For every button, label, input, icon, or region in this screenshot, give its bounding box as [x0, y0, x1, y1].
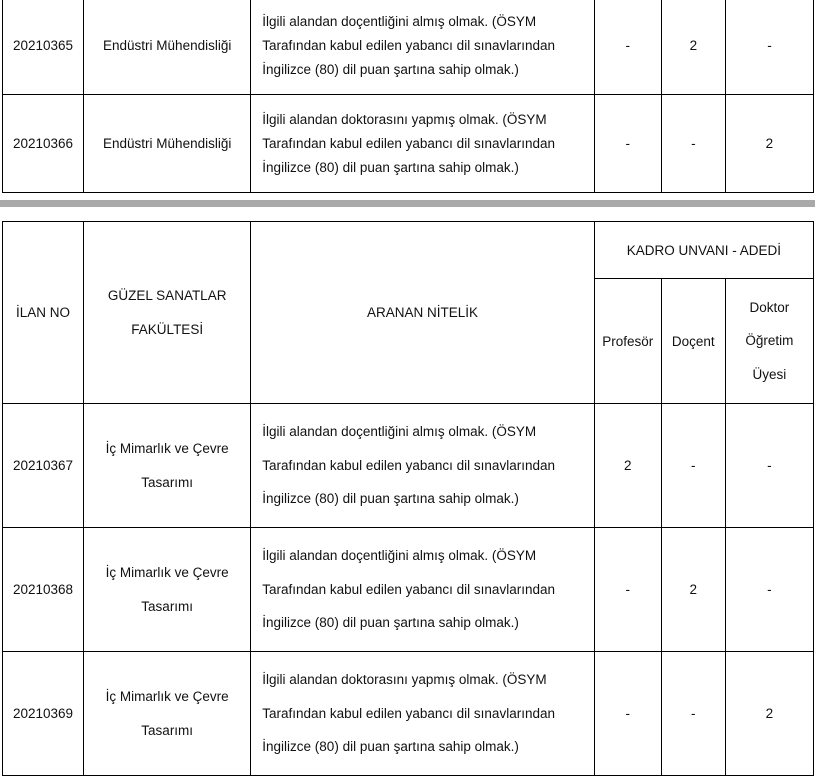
- header-dou-line: Öğretim: [745, 333, 794, 349]
- profesor-count-cell: -: [594, 528, 661, 652]
- qualification-line: İngilizce (80) dil puan şartına sahip olmak.): [262, 159, 519, 175]
- qualification-line: İngilizce (80) dil puan şartına sahip olmak.): [262, 739, 519, 755]
- profesor-count-cell: -: [594, 95, 661, 193]
- qualification-line: Tarafından kabul edilen yabancı dil sınavlarından: [262, 135, 555, 151]
- qualification-cell: [251, 652, 594, 776]
- header-profesor: Profesör: [594, 279, 661, 404]
- dou-count-cell: -: [725, 528, 813, 652]
- dou-count-cell: -: [725, 404, 813, 528]
- docent-count-cell: -: [661, 95, 725, 193]
- page-break-divider: [0, 200, 815, 207]
- department-line: Tasarımı: [141, 722, 194, 738]
- table-header-row: [3, 222, 814, 279]
- department-line: İç Mimarlık ve Çevre: [105, 441, 229, 456]
- table-row: [3, 652, 814, 776]
- department-line: İç Mimarlık ve Çevre: [105, 689, 229, 704]
- department-cell: [84, 652, 251, 776]
- header-faculty: [84, 222, 251, 404]
- qualification-line: Tarafından kabul edilen yabancı dil sınavlarından: [262, 37, 555, 53]
- header-ilan-no: İLAN NO: [3, 222, 84, 404]
- header-faculty-line: FAKÜLTESİ: [131, 321, 204, 337]
- qualification-cell: [251, 0, 594, 95]
- qualification-line: Tarafından kabul edilen yabancı dil sınavlarından: [262, 457, 555, 473]
- qualification-line: İngilizce (80) dil puan şartına sahip olmak.): [262, 615, 519, 631]
- header-doktor-ogretim-uyesi: [725, 279, 813, 404]
- department-cell: [84, 404, 251, 528]
- department-cell: Endüstri Mühendisliği: [84, 95, 251, 193]
- table-row: [3, 528, 814, 652]
- docent-count-cell: -: [661, 652, 725, 776]
- profesor-count-cell: 2: [594, 404, 661, 528]
- qualification-line: İlgili alandan doktorasını yapmış olmak. (ÖSYM: [262, 111, 547, 127]
- qualification-line: Tarafından kabul edilen yabancı dil sınavlarından: [262, 705, 555, 721]
- profesor-count-cell: -: [594, 652, 661, 776]
- header-dou-line: Doktor: [749, 299, 790, 315]
- ilan-no-cell: 20210367: [3, 404, 84, 528]
- dou-count-cell: 2: [725, 95, 813, 193]
- table-row: [3, 95, 814, 193]
- header-docent: Doçent: [661, 279, 725, 404]
- fine-arts-positions-table: [2, 221, 814, 776]
- ilan-no-cell: 20210365: [3, 0, 84, 95]
- docent-count-cell: 2: [661, 528, 725, 652]
- qualification-cell: [251, 95, 594, 193]
- department-line: İç Mimarlık ve Çevre: [105, 565, 229, 580]
- ilan-no-cell: 20210368: [3, 528, 84, 652]
- header-faculty-line: GÜZEL SANATLAR: [107, 288, 227, 303]
- qualification-cell: [251, 404, 594, 528]
- engineering-positions-table: [2, 0, 814, 193]
- qualification-line: İngilizce (80) dil puan şartına sahip olmak.): [262, 491, 519, 507]
- qualification-line: İlgili alandan doçentliğini almış olmak. (ÖSYM: [262, 424, 537, 440]
- header-kadro-unvani: KADRO UNVANI - ADEDİ: [594, 222, 813, 279]
- docent-count-cell: 2: [661, 0, 725, 95]
- header-aranan-nitelik: ARANAN NİTELİK: [251, 222, 594, 404]
- department-line: Tasarımı: [141, 474, 194, 490]
- ilan-no-cell: 20210369: [3, 652, 84, 776]
- qualification-line: İlgili alandan doktorasını yapmış olmak. (ÖSYM: [262, 672, 547, 688]
- department-cell: [84, 528, 251, 652]
- ilan-no-cell: 20210366: [3, 95, 84, 193]
- profesor-count-cell: -: [594, 0, 661, 95]
- docent-count-cell: -: [661, 404, 725, 528]
- table-row: [3, 0, 814, 95]
- qualification-cell: [251, 528, 594, 652]
- qualification-line: İngilizce (80) dil puan şartına sahip olmak.): [262, 61, 519, 77]
- department-cell: Endüstri Mühendisliği: [84, 0, 251, 95]
- qualification-line: İlgili alandan doçentliğini almış olmak. (ÖSYM: [262, 548, 537, 564]
- dou-count-cell: -: [725, 0, 813, 95]
- department-line: Tasarımı: [141, 598, 194, 614]
- qualification-line: İlgili alandan doçentliğini almış olmak. (ÖSYM: [262, 13, 537, 29]
- qualification-line: Tarafından kabul edilen yabancı dil sınavlarından: [262, 581, 555, 597]
- table-row: [3, 404, 814, 528]
- header-dou-line: Üyesi: [752, 366, 787, 382]
- dou-count-cell: 2: [725, 652, 813, 776]
